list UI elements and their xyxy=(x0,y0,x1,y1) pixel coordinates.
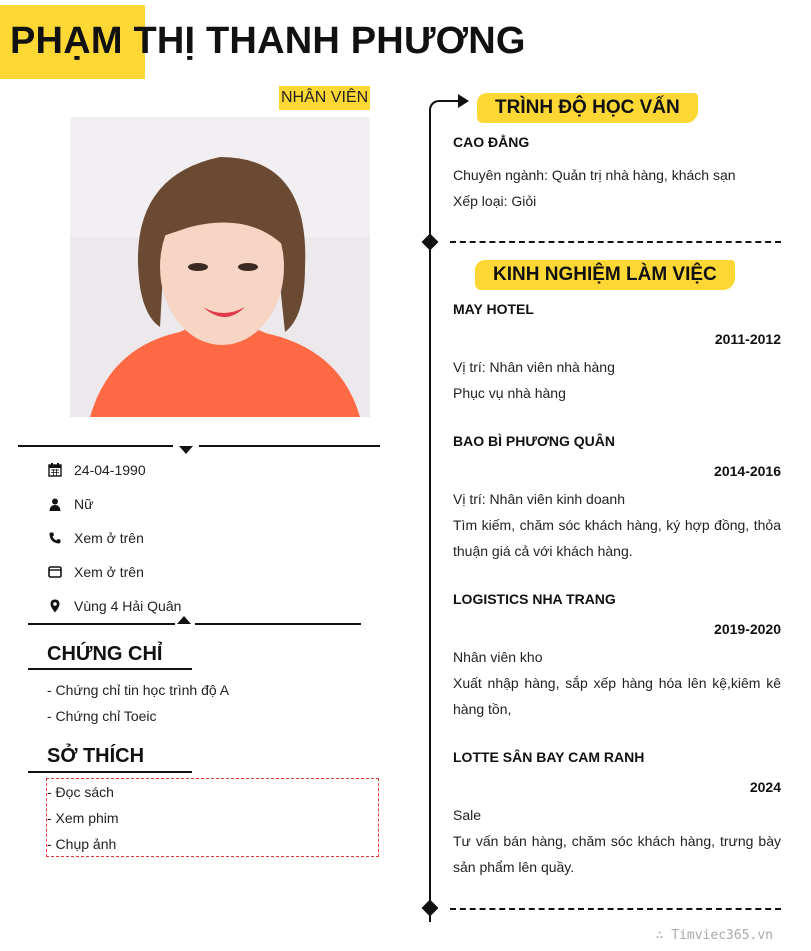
dashed-divider xyxy=(450,908,781,910)
timeline-arrow-right xyxy=(458,94,469,108)
watermark xyxy=(656,928,773,943)
user-icon xyxy=(47,496,63,512)
job-position: Sale xyxy=(453,807,482,823)
job-company: LOGISTICS NHA TRANG xyxy=(453,591,616,607)
calendar-icon xyxy=(47,462,63,478)
hobby-item: - Xem phim xyxy=(47,810,119,826)
email-value: Xem ở trên xyxy=(74,564,144,580)
education-title: TRÌNH ĐỘ HỌC VẤN xyxy=(477,93,698,123)
job-title: NHÂN VIÊN xyxy=(279,86,370,110)
watermark-text: Timviec365.vn xyxy=(671,928,773,943)
info-phone xyxy=(47,527,144,549)
gender-value: Nữ xyxy=(74,496,94,512)
divider-line xyxy=(18,445,173,447)
certificate-item: - Chứng chỉ Toeic xyxy=(47,708,157,724)
timeline-diamond xyxy=(422,234,439,251)
address-value: Vùng 4 Hải Quân xyxy=(74,598,182,614)
job-description: Phục vụ nhà hàng xyxy=(453,385,566,401)
job-period: 2014-2016 xyxy=(714,463,781,479)
experience-title: KINH NGHIỆM LÀM VIỆC xyxy=(475,260,735,290)
certificates-title: CHỨNG CHỈ xyxy=(47,643,163,665)
job-company: MAY HOTEL xyxy=(453,301,534,317)
job-position: Vị trí: Nhân viên kinh doanh xyxy=(453,491,625,507)
divider-arrow-down xyxy=(179,446,193,454)
candidate-name: PHẠM THỊ THANH PHƯƠNG xyxy=(10,20,526,62)
info-address xyxy=(47,595,181,617)
profile-photo xyxy=(70,117,370,417)
divider-line xyxy=(28,623,175,625)
job-position: Vị trí: Nhân viên nhà hàng xyxy=(453,359,615,375)
hobbies-underline xyxy=(28,771,192,773)
job-position: Nhân viên kho xyxy=(453,649,543,665)
education-rank: Xếp loại: Giỏi xyxy=(453,193,537,209)
job-description: Xuất nhập hàng, sắp xếp hàng hóa lên kệ,kiêm kê hàng tồn, xyxy=(453,675,781,717)
birthdate-value: 24-04-1990 xyxy=(74,462,146,478)
info-gender xyxy=(47,493,93,515)
divider-line xyxy=(199,445,380,447)
divider-arrow-up xyxy=(177,616,191,624)
job-company: BAO BÌ PHƯƠNG QUÂN xyxy=(453,433,616,449)
mail-icon xyxy=(47,564,63,580)
timeline-diamond xyxy=(422,900,439,917)
job-period: 2011-2012 xyxy=(714,331,781,347)
dashed-divider xyxy=(450,241,781,243)
hobby-item: - Chụp ảnh xyxy=(47,836,117,852)
info-birthdate xyxy=(47,459,146,481)
education-major: Chuyên ngành: Quản trị nhà hàng, khách sạn xyxy=(453,167,736,183)
phone-value: Xem ở trên xyxy=(74,530,144,546)
hobbies-title: SỞ THÍCH xyxy=(47,745,145,767)
divider-line xyxy=(195,623,361,625)
hobby-item: - Đọc sách xyxy=(47,784,114,800)
job-period: 2024 xyxy=(749,779,781,795)
certificate-item: - Chứng chỉ tin học trình độ A xyxy=(47,682,230,698)
job-period: 2019-2020 xyxy=(714,621,781,637)
certificates-underline xyxy=(28,668,192,670)
timeline-connector xyxy=(429,100,459,118)
profile-photo-portrait xyxy=(70,117,370,417)
job-description: Tư vấn bán hàng, chăm sóc khách hàng, trưng bày sản phẩm lên quầy. xyxy=(453,833,781,875)
watermark-icon: ∴ xyxy=(655,928,672,943)
phone-icon xyxy=(47,530,63,546)
job-description: Tìm kiếm, chăm sóc khách hàng, ký hợp đồng, thỏa thuận giá cả với khách hàng. xyxy=(453,517,781,559)
info-email xyxy=(47,561,144,583)
education-school: CAO ĐẲNG xyxy=(453,134,530,150)
job-company: LOTTE SÂN BAY CAM RANH xyxy=(453,749,645,765)
location-icon xyxy=(47,598,63,614)
